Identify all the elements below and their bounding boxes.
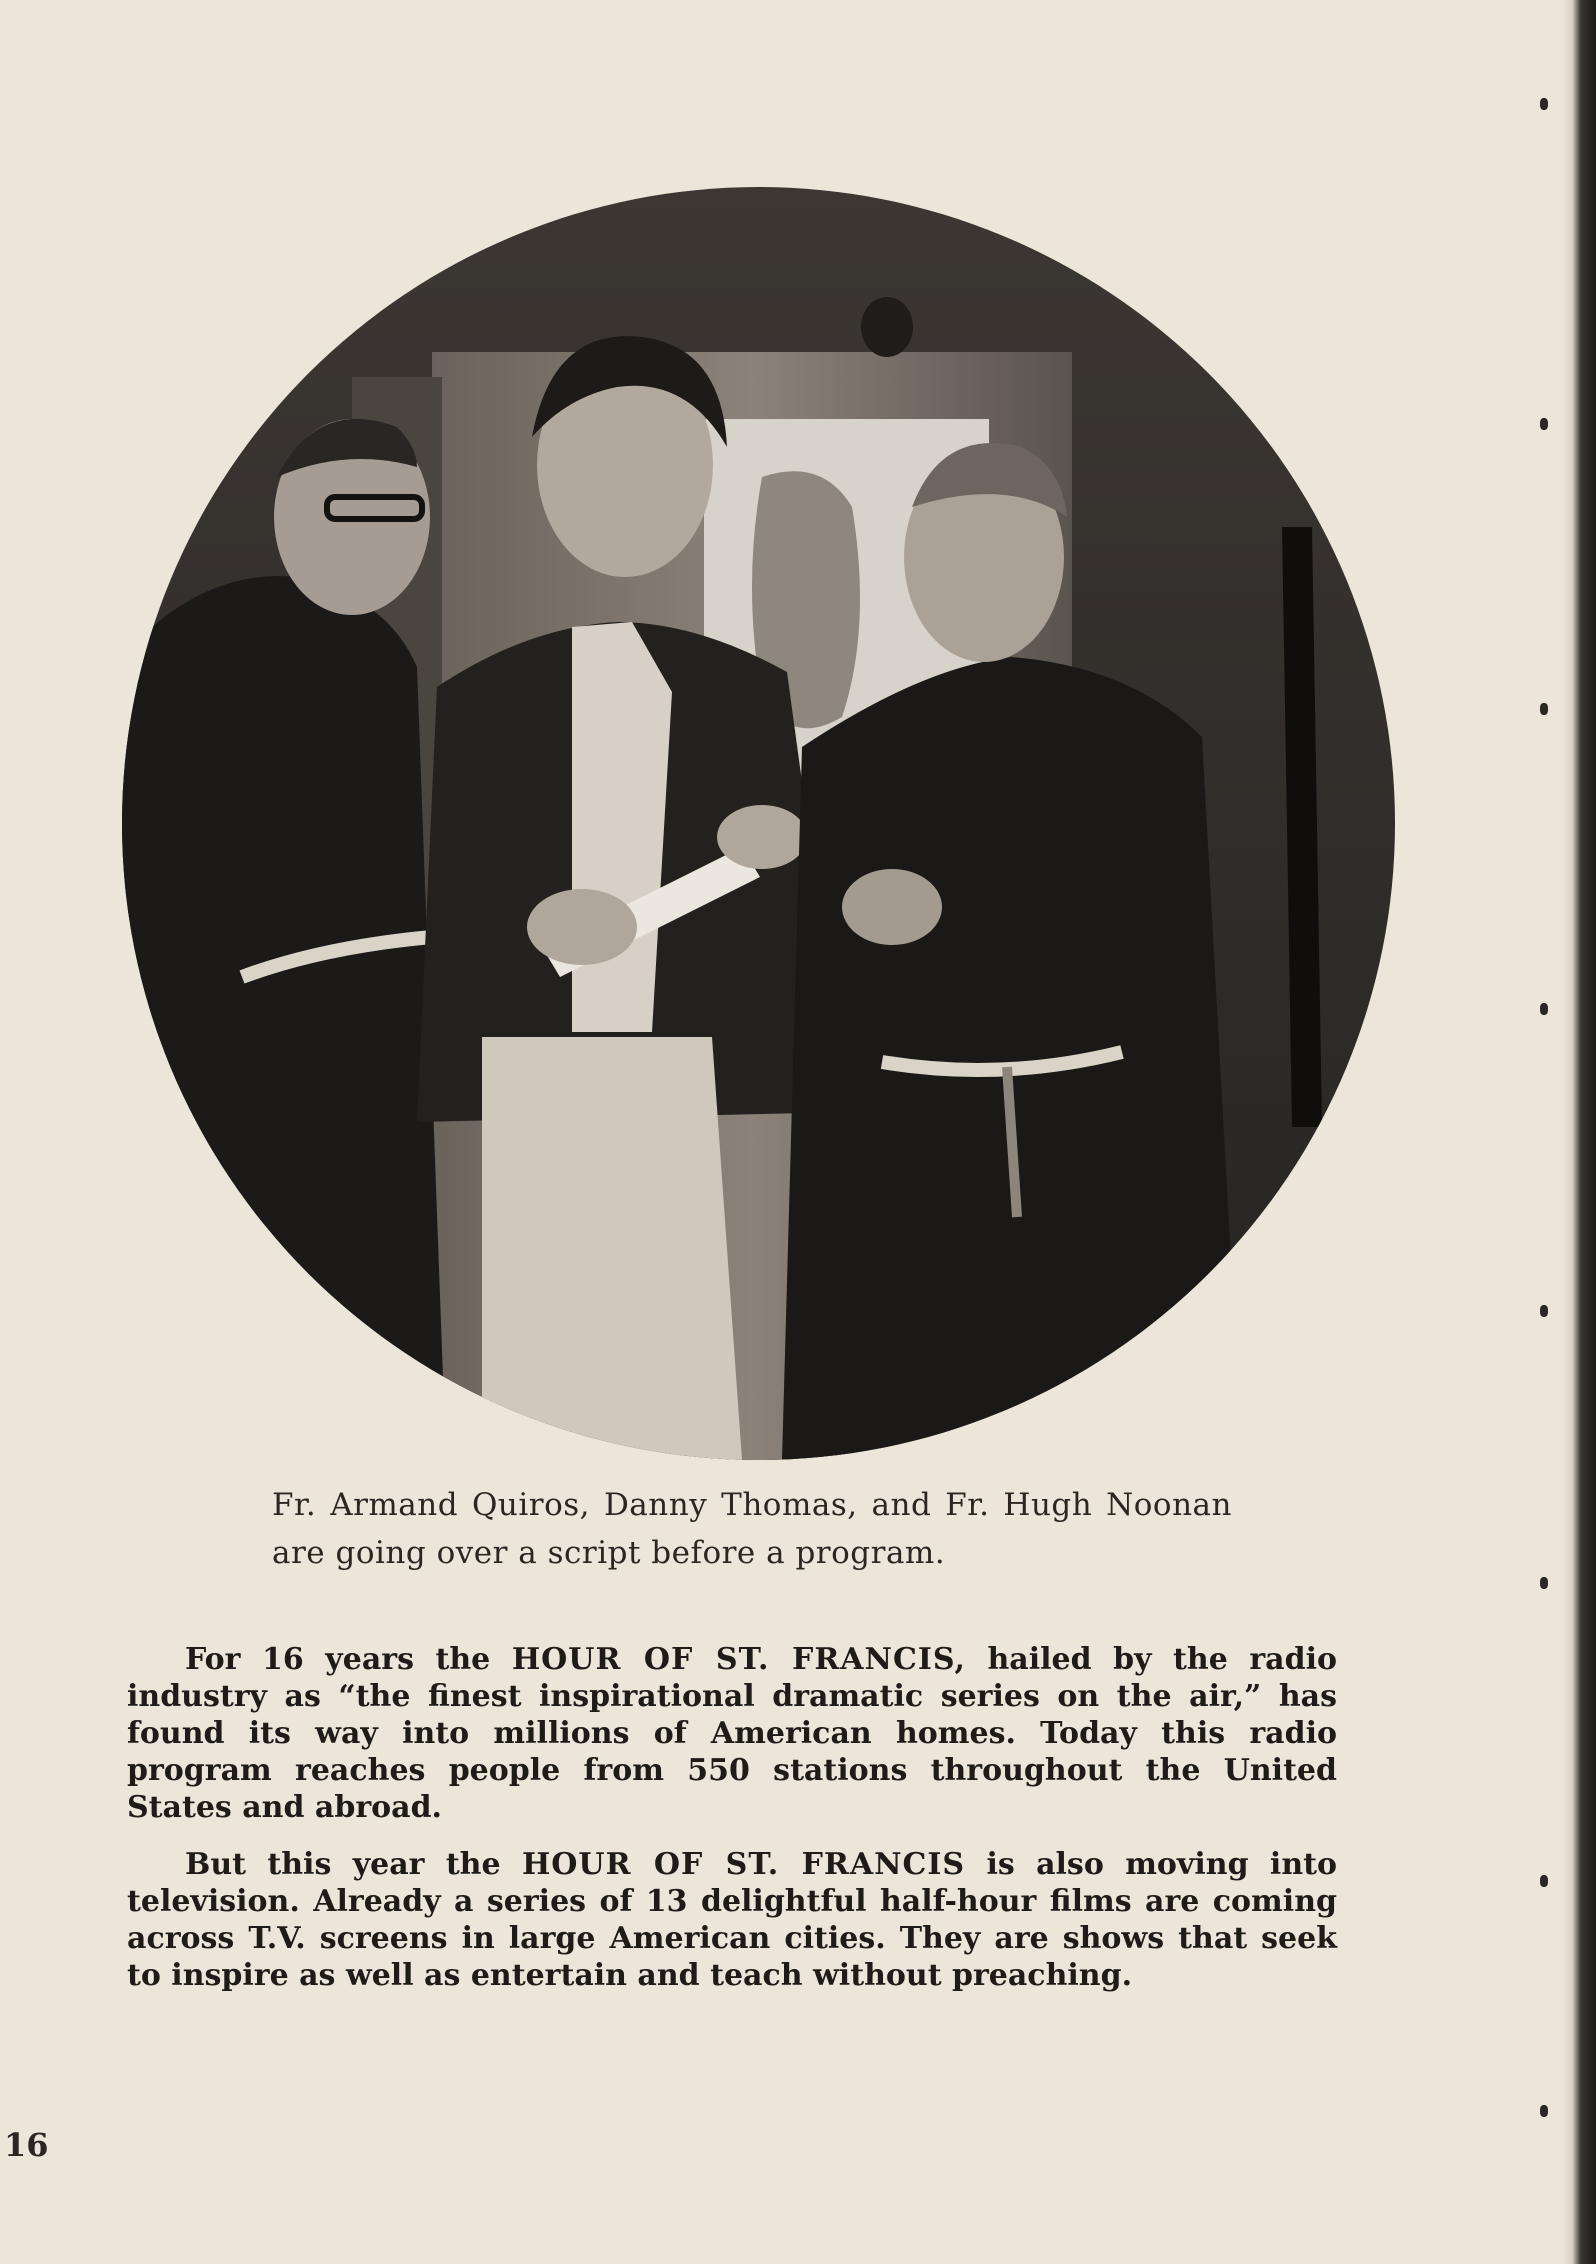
binding-hole: [1540, 1875, 1548, 1887]
paragraph-2: [127, 1846, 1337, 1994]
binding-hole: [1540, 418, 1548, 430]
paragraph-1: [127, 1641, 1337, 1826]
friar-right-hand: [842, 869, 942, 945]
page-edge: [1562, 0, 1596, 2264]
binding-hole: [1540, 2105, 1548, 2117]
photo-caption: Fr. Armand Quiros, Danny Thomas, and Fr. Hugh Noonan are going over a script before a program.: [272, 1487, 1232, 1571]
photo-illustration: [122, 187, 1395, 1460]
paragraph-1-rest: hailed by the radio industry as “the finest inspirational dramatic series on the air,” has found its way into millions of American homes. Today this radio program reaches people from 550 stations throughout the United States and abroad.: [127, 1642, 1337, 1825]
danny-trousers: [482, 1037, 742, 1460]
circular-photo: [122, 187, 1395, 1460]
article-body: [127, 1641, 1337, 2014]
lamp: [861, 297, 913, 357]
paragraph-1-lead: For 16 years the: [185, 1642, 512, 1677]
binding-hole: [1540, 703, 1548, 715]
danny-hand-right: [717, 805, 807, 869]
paragraph-2-rest: is also moving into television. Already a series of 13 delightful half-hour films are coming across T.V. screens in large American cities. They are shows that seek to inspire as well as entertain and teach without preaching.: [127, 1847, 1337, 1993]
page-number: 16: [4, 2126, 49, 2164]
binding-hole: [1540, 1003, 1548, 1015]
binding-hole: [1540, 1577, 1548, 1589]
danny-hand: [527, 889, 637, 965]
binding-hole: [1540, 98, 1548, 110]
binding-hole: [1540, 1305, 1548, 1317]
program-name: HOUR OF ST. FRANCIS: [521, 1847, 966, 1882]
program-name: HOUR OF ST. FRANCIS,: [511, 1642, 966, 1677]
paragraph-2-lead: But this year the: [185, 1847, 522, 1882]
